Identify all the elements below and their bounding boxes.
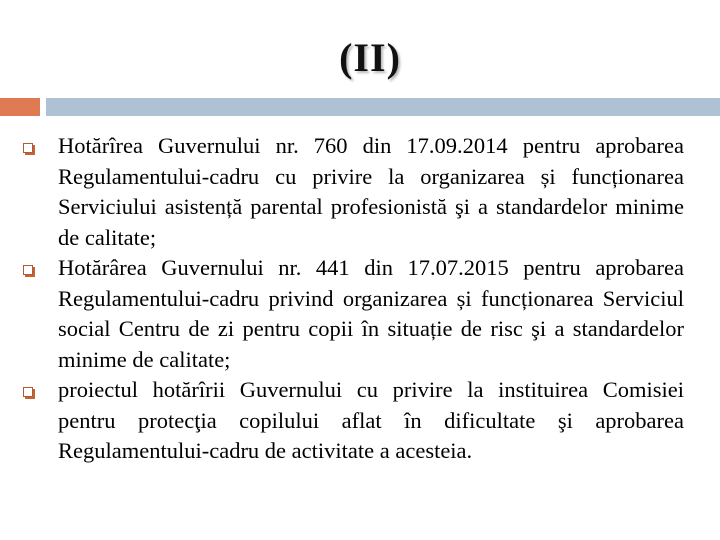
title-accent-bar [0, 98, 40, 116]
square-bullet-icon [23, 143, 33, 153]
list-item [0, 375, 720, 467]
list-item-text: proiectul hotărîrii Guvernului cu privire la instituirea Comisiei pentru protecţia copilului aflat în dificultate şi aprobarea Regulamentului-cadru de activitate a acesteia. [58, 377, 684, 463]
bullet-list [0, 131, 720, 467]
square-bullet-icon [23, 387, 33, 397]
list-item [0, 253, 720, 375]
list-item-text: Hotărârea Guvernului nr. 441 din 17.07.2015 pentru aprobarea Regulamentului-cadru privind organizarea și funcționarea Serviciul social Centru de zi pentru copii în situație de risc şi a standardelor minime de calitate; [58, 255, 684, 372]
list-item-text: Hotărîrea Guvernului nr. 760 din 17.09.2014 pentru aprobarea Regulamentului-cadru cu privire la organizarea și funcționarea Serviciului asistență parental profesionistă şi a standardelor minime de calitate; [58, 133, 684, 250]
title-rule-bar [46, 98, 720, 116]
list-item [0, 131, 720, 253]
slide-title: (II) [339, 35, 401, 80]
square-bullet-icon [23, 265, 33, 275]
